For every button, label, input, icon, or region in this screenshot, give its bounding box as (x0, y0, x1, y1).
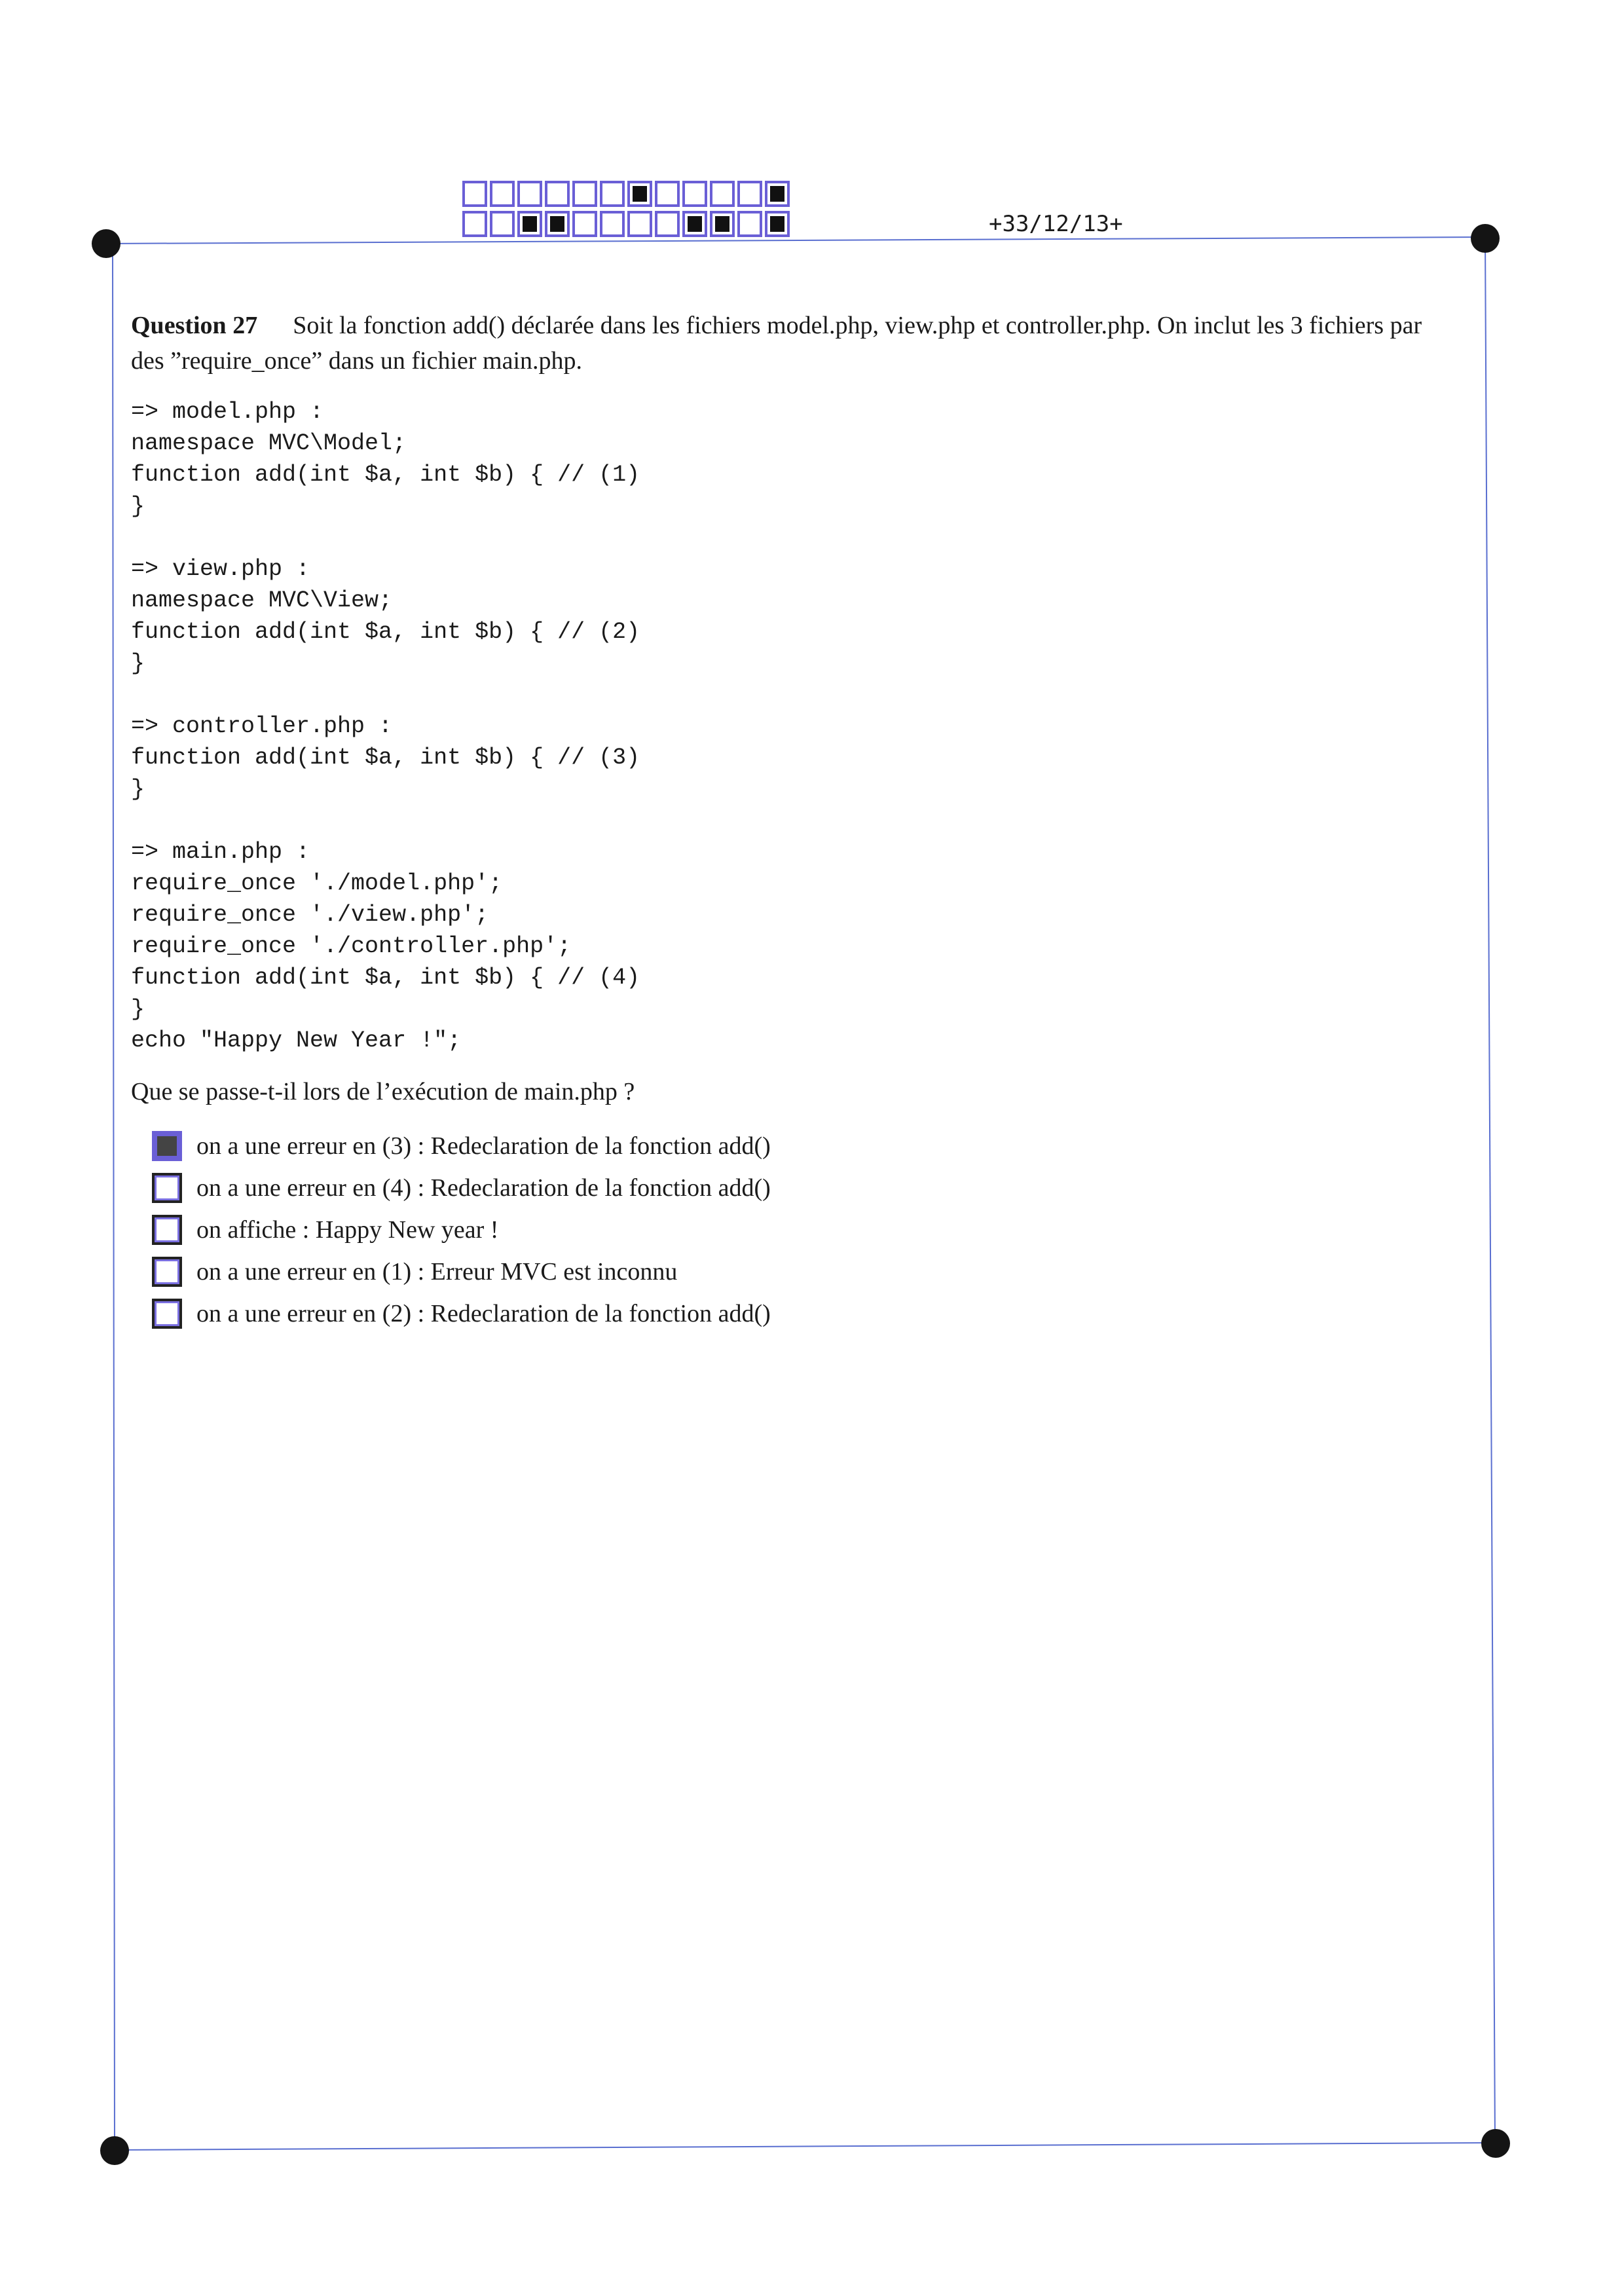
code-line: => model.php : (131, 399, 324, 425)
code-line: require_once './controller.php'; (131, 933, 572, 959)
code-bit (655, 181, 680, 207)
code-bit (462, 211, 487, 237)
code-bit (710, 211, 735, 237)
code-line: => main.php : (131, 839, 310, 865)
code-line: namespace MVC\Model; (131, 430, 407, 456)
code-bit (627, 181, 652, 207)
code-bit (600, 211, 625, 237)
answer-checkbox[interactable] (152, 1257, 182, 1287)
code-block (131, 396, 640, 1056)
question-prompt: Que se passe-t-il lors de l’exécution de main.php ? (131, 1078, 635, 1105)
code-bit (627, 211, 652, 237)
question-text: Soit la fonction add() déclarée dans les fichiers model.php, view.php et controller.php. On inclut les 3 fichiers par des ”require_once” dans un fichier main.php. (131, 312, 1422, 375)
answer-list (152, 1125, 771, 1335)
code-bit (710, 181, 735, 207)
answer-option[interactable] (152, 1125, 771, 1167)
registration-mark-top-left (92, 229, 120, 258)
code-bit (490, 181, 515, 207)
code-line: => controller.php : (131, 713, 393, 739)
code-bit-row-1 (462, 181, 790, 207)
code-line: } (131, 650, 145, 676)
answer-checkbox[interactable] (152, 1131, 182, 1161)
code-line: } (131, 996, 145, 1022)
code-line: require_once './view.php'; (131, 902, 489, 928)
code-line: } (131, 776, 145, 802)
code-bit-row-2 (462, 211, 790, 237)
code-bit (765, 181, 790, 207)
code-line: namespace MVC\View; (131, 587, 393, 614)
question-number: Question 27 (131, 312, 258, 339)
code-bit (490, 211, 515, 237)
registration-mark-bottom-right (1481, 2129, 1510, 2158)
code-bit (737, 181, 762, 207)
code-bit (517, 211, 542, 237)
code-bit (517, 181, 542, 207)
code-bit (572, 181, 597, 207)
code-line: require_once './model.php'; (131, 870, 503, 897)
answer-option[interactable] (152, 1293, 771, 1335)
code-line: function add(int $a, int $b) { // (2) (131, 619, 640, 645)
code-line: function add(int $a, int $b) { // (3) (131, 745, 640, 771)
code-bit (737, 211, 762, 237)
code-line: function add(int $a, int $b) { // (1) (131, 462, 640, 488)
answer-option[interactable] (152, 1209, 771, 1251)
code-bit (600, 181, 625, 207)
code-line: function add(int $a, int $b) { // (4) (131, 965, 640, 991)
code-bit (765, 211, 790, 237)
code-bit (545, 181, 570, 207)
registration-mark-top-right (1471, 224, 1500, 253)
code-line (131, 805, 640, 836)
code-bit (682, 181, 707, 207)
registration-mark-bottom-left (100, 2136, 129, 2165)
code-line: } (131, 493, 145, 519)
answer-label: on a une erreur en (4) : Redeclaration de la fonction add() (196, 1174, 771, 1202)
question (131, 308, 1460, 379)
code-bit (655, 211, 680, 237)
code-line (131, 679, 640, 711)
answer-checkbox[interactable] (152, 1215, 182, 1245)
answer-label: on affiche : Happy New year ! (196, 1216, 499, 1244)
answer-option[interactable] (152, 1167, 771, 1209)
answer-checkbox[interactable] (152, 1299, 182, 1329)
exam-id: +33/12/13+ (989, 211, 1123, 237)
answer-label: on a une erreur en (2) : Redeclaration de la fonction add() (196, 1300, 771, 1327)
code-bit (462, 181, 487, 207)
answer-option[interactable] (152, 1251, 771, 1293)
code-bit (572, 211, 597, 237)
answer-label: on a une erreur en (1) : Erreur MVC est inconnu (196, 1258, 678, 1286)
answer-label: on a une erreur en (3) : Redeclaration de la fonction add() (196, 1132, 771, 1160)
code-line: echo "Happy New Year !"; (131, 1028, 462, 1054)
code-bit (682, 211, 707, 237)
code-line: => view.php : (131, 556, 310, 582)
answer-checkbox[interactable] (152, 1173, 182, 1203)
code-bit (545, 211, 570, 237)
code-line (131, 522, 640, 553)
